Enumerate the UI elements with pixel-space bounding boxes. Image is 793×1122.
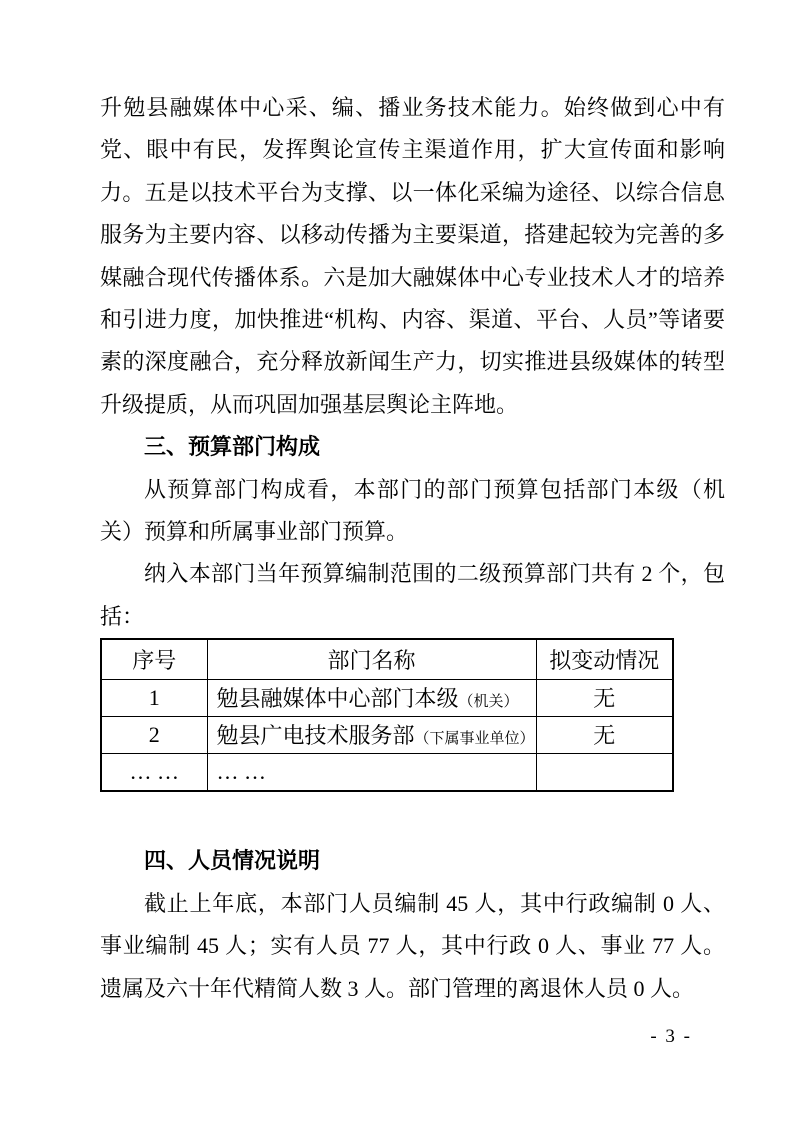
table-row [101, 716, 673, 753]
table-header-row [101, 639, 673, 679]
budget-departments-table [100, 638, 674, 792]
body-paragraph-continuation: 升勉县融媒体中心采、编、播业务技术能力。始终做到心中有党、眼中有民，发挥舆论宣传主渠道作用，扩大宣传面和影响力。五是以技术平台为支撑、以一体化采编为途径、以综合信息服务为主要内容、以移动传播为主要渠道，搭建起较为完善的多媒融合现代传播体系。六是加大融媒体中心专业技术人才的培养和引进力度，加快推进“机构、内容、渠道、平台、人员”等诸要素的深度融合，充分释放新闻生产力，切实推进县级媒体的转型升级提质，从而巩固加强基层舆论主阵地。 [100, 95, 725, 417]
table-header-dept-name: 部门名称 [207, 639, 536, 679]
table-header-seq: 序号 [101, 639, 207, 679]
body-paragraph-personnel: 截止上年底，本部门人员编制 45 人，其中行政编制 0 人、事业编制 45 人；实有人员 77 人，其中行政 0 人、事业 77 人。遗属及六十年代精简人数 3 人。部门管理的离退休人员 0 人。 [100, 890, 725, 1001]
table-cell-seq: 2 [101, 716, 207, 753]
dept-name-text: … … [216, 759, 266, 785]
table-cell-dept-name [207, 753, 536, 791]
table-row-ellipsis [101, 753, 673, 791]
page-number: - 3 - [650, 1026, 692, 1047]
table-cell-dept-name [207, 679, 536, 716]
document-page [100, 87, 725, 1010]
dept-name-text: 勉县融媒体中心部门本级 [216, 686, 459, 712]
table-cell-dept-name [207, 716, 536, 753]
table-header-planned-change: 拟变动情况 [536, 639, 673, 679]
section-heading-personnel: 四、人员情况说明 [144, 848, 321, 874]
dept-name-note: （机关） [458, 694, 519, 711]
dept-name-note: （下属事业单位） [414, 731, 535, 748]
section-heading-budget-composition: 三、预算部门构成 [144, 434, 321, 460]
table-cell-seq: 1 [101, 679, 207, 716]
dept-name-text: 勉县广电技术服务部 [216, 723, 415, 749]
table-cell-seq: … … [101, 753, 207, 791]
table-cell-change [536, 753, 673, 791]
body-paragraph-budget-scope: 从预算部门构成看，本部门的部门预算包括部门本级（机关）预算和所属事业部门预算。 [100, 476, 725, 545]
body-paragraph-secondary-units: 纳入本部门当年预算编制范围的二级预算部门共有 2 个，包括： [100, 561, 725, 629]
table-cell-change: 无 [536, 679, 673, 716]
table-row [101, 679, 673, 716]
table-cell-change: 无 [536, 716, 673, 753]
